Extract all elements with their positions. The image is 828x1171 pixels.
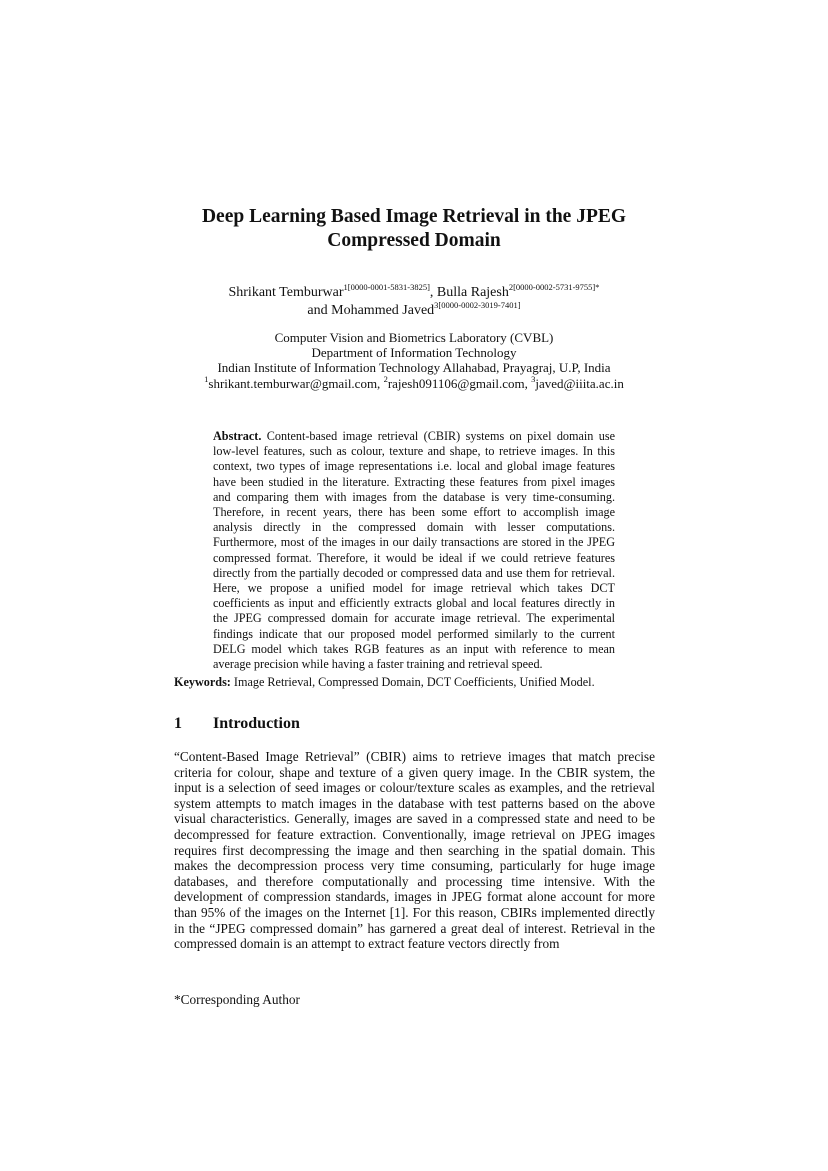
- email-address: shrikant.temburwar@gmail.com,: [208, 375, 384, 391]
- section-title: Introduction: [213, 715, 300, 732]
- footnote: *Corresponding Author: [174, 992, 300, 1007]
- abstract-text: Content-based image retrieval (CBIR) systems on pixel domain use low-level features, such as colour, texture and shape, to retrieve images. In this context, two types of image representations i.e. local and global image features have been studied in the literature. Extracting these features from pixel images and comparing them with images from the database is very time-consuming. Therefore, in recent years, there has been some effort to accomplish image analysis directly in the compressed domain with lesser computations. Furthermore, most of the images in our daily transactions are stored in the JPEG compressed format. Therefore, it would be ideal if we could retrieve features directly from the partially decoded or compressed data and use them for retrieval. Here, we propose a unified model for image retrieval which takes DCT coefficients as input and efficiently extracts global and local features directly in the JPEG compressed domain for accurate image retrieval. The experimental findings indicate that our proposed model performed similarly to the current DELG model which takes RGB features as an input with reference to mean average precision while having a faster training and retrieval speed.: [213, 429, 616, 672]
- paper-title: Deep Learning Based Image Retrieval in the JPEG Compressed Domain: [201, 206, 627, 251]
- keywords: [174, 675, 654, 690]
- affiliation-emails: [120, 373, 708, 391]
- email-marker: 3: [531, 373, 536, 384]
- author-list: [120, 284, 708, 320]
- keywords-text: Image Retrieval, Compressed Domain, DCT Coefficients, Unified Model.: [233, 675, 595, 689]
- email-marker: 2: [383, 373, 388, 384]
- affiliation-institute: Indian Institute of Information Technology Allahabad, Prayagraj, U.P, India: [217, 360, 611, 376]
- author-orcid: 2[0000-0002-5731-9755]*: [508, 282, 600, 292]
- author-orcid: 1[0000-0001-5831-3825]: [343, 282, 430, 292]
- author-line-1: [120, 284, 708, 302]
- section-heading: [174, 714, 300, 734]
- keywords-label: Keywords:: [174, 675, 231, 689]
- author-and: and: [307, 303, 332, 318]
- author-name: Bulla Rajesh: [436, 285, 509, 300]
- email-marker: 1: [204, 373, 209, 384]
- intro-paragraph: “Content-Based Image Retrieval” (CBIR) aims to retrieve images that match precise criteria for colour, shape and texture of a given query image. In the CBIR system, the input is a selection of seed images or colour/texture scales as examples, and the retrieval system attempts to match images in the database with test patterns based on the above visual characteristics. Generally, images are saved in a compressed state and need to be decompressed for feature extraction. Conventionally, image retrieval on JPEG images requires first decompressing the image and then searching in the spatial domain. This makes the decompression process very time consuming, particularly for huge image databases, and therefore computationally and processing time intensive. With the development of compression standards, images in JPEG format alone account for more than 95% of the images on the Internet [1]. For this reason, CBIRs implemented directly in the “JPEG compressed domain” has garnered a great deal of interest. Retrieval in the compressed domain is an attempt to extract feature vectors directly from: [174, 749, 655, 952]
- affiliation: [120, 330, 708, 391]
- author-name: Shrikant Temburwar: [228, 285, 344, 300]
- abstract: [213, 429, 615, 672]
- author-name: Mohammed Javed: [331, 303, 435, 318]
- abstract-label: Abstract.: [213, 429, 262, 443]
- section-number: 1: [174, 715, 182, 732]
- author-line-2: [120, 302, 708, 320]
- email-address: javed@iiita.ac.in: [535, 375, 624, 391]
- author-separator: ,: [429, 285, 437, 300]
- email-address: rajesh091106@gmail.com,: [387, 375, 532, 391]
- affiliation-lab: Computer Vision and Biometrics Laboratory (CVBL): [274, 330, 554, 345]
- author-orcid: 3[0000-0002-3019-7401]: [434, 300, 521, 310]
- affiliation-department: Department of Information Technology: [311, 345, 517, 361]
